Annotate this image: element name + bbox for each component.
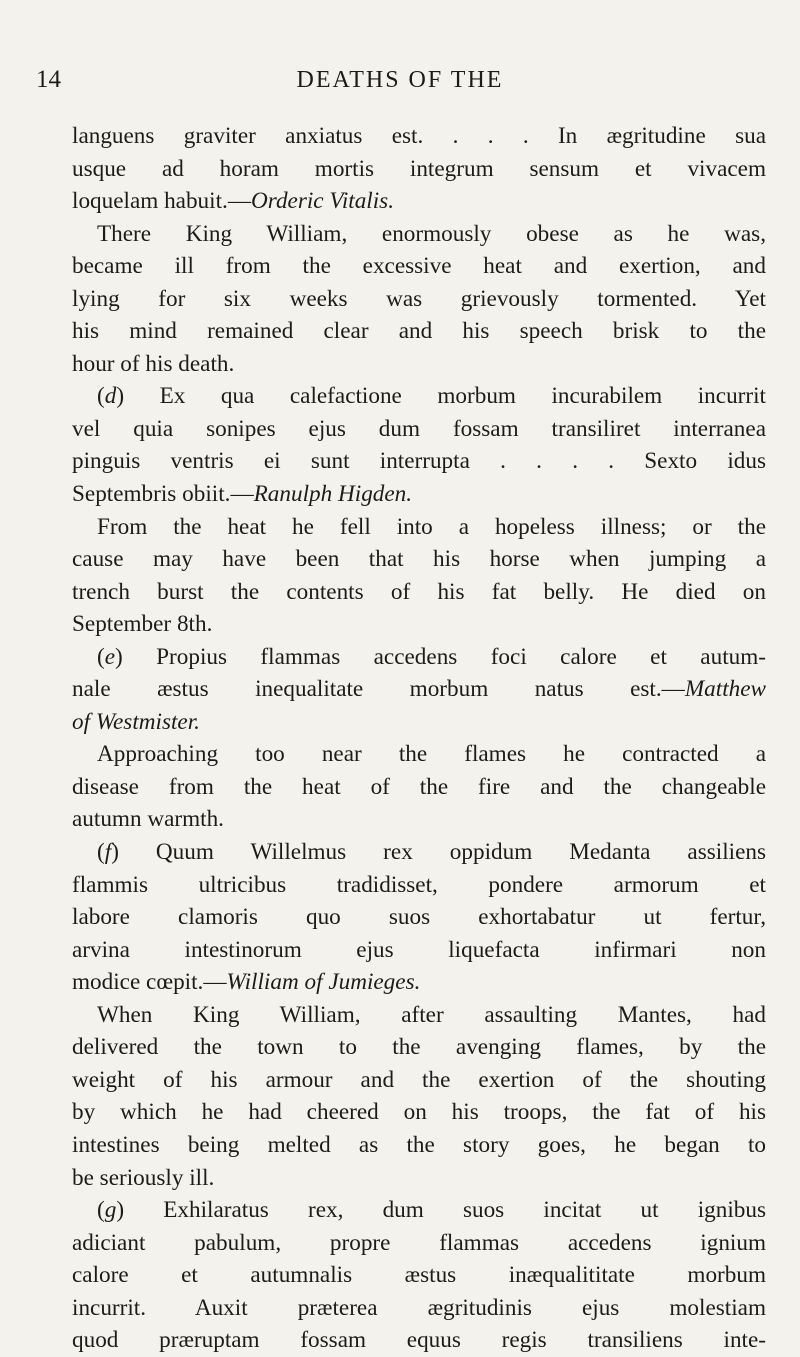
body-text <box>72 120 766 1357</box>
text-line <box>72 738 766 771</box>
text-segment: cause may have been that his horse when jumping a <box>72 546 766 573</box>
page-header <box>0 60 800 100</box>
text-line <box>72 1064 766 1097</box>
text-line <box>72 250 766 283</box>
text-line <box>72 283 766 316</box>
text-line <box>72 1162 766 1195</box>
text-line <box>72 966 766 999</box>
text-line <box>72 1259 766 1292</box>
text-segment: intestines being melted as the story goes, he began to <box>72 1131 766 1158</box>
text-segment: ) Propius flammas accedens foci calore et autum- <box>115 643 766 670</box>
text-line <box>72 413 766 446</box>
text-segment: delivered the town to the avenging flames, by the <box>72 1034 766 1061</box>
text-line <box>72 218 766 251</box>
italic-text: Orderic Vitalis. <box>251 188 395 215</box>
text-segment: ( <box>97 643 105 670</box>
text-segment: autumn warmth. <box>72 806 224 833</box>
text-line <box>72 543 766 576</box>
italic-text: d <box>104 383 117 410</box>
text-segment: Septembris obiit.— <box>72 481 254 508</box>
text-segment: arvina intestinorum ejus liquefacta infirmari non <box>72 936 766 963</box>
text-line <box>72 1227 766 1260</box>
italic-text: William of Jumieges. <box>226 969 421 996</box>
text-segment: weight of his armour and the exertion of the shouting <box>72 1066 766 1093</box>
text-segment: incurrit. Auxit præterea ægritudinis ejus molestiam <box>72 1294 766 1321</box>
text-line <box>72 1031 766 1064</box>
text-line <box>72 673 766 706</box>
italic-text: e <box>104 643 116 670</box>
text-line <box>72 803 766 836</box>
text-segment: became ill from the excessive heat and exertion, and <box>72 253 766 280</box>
text-line <box>72 445 766 478</box>
text-segment: his mind remained clear and his speech brisk to the <box>72 318 766 345</box>
text-line <box>72 478 766 511</box>
text-segment: September 8th. <box>72 611 213 638</box>
text-segment: ( <box>97 383 105 410</box>
text-segment: pinguis ventris ei sunt interrupta . . . . Sexto idus <box>72 448 766 475</box>
text-line <box>72 153 766 186</box>
text-segment: ) Ex qua calefactione morbum incurabilem incurrit <box>116 383 766 410</box>
text-line <box>72 1324 766 1357</box>
text-line <box>72 869 766 902</box>
italic-text: Matthew <box>684 676 766 703</box>
text-segment: Approaching too near the flames he contracted a <box>97 741 766 768</box>
text-segment: adiciant pabulum, propre flammas accedens ignium <box>72 1229 766 1256</box>
text-segment: languens graviter anxiatus est. . . . In ægritudine sua <box>72 123 766 149</box>
text-segment: usque ad horam mortis integrum sensum et vivacem <box>72 155 766 182</box>
text-segment: ( <box>97 1197 105 1224</box>
italic-text: of Westmister. <box>72 708 200 735</box>
text-segment: There King William, enormously obese as he was, <box>97 220 766 247</box>
text-segment: ) Exhilaratus rex, dum suos incitat ut ignibus <box>116 1197 766 1224</box>
text-line <box>72 706 766 739</box>
text-line <box>72 836 766 869</box>
text-segment: quod præruptam fossam equus regis transiliens inte- <box>72 1327 766 1354</box>
text-segment: labore clamoris quo suos exhortabatur ut fertur, <box>72 904 766 931</box>
text-line <box>72 185 766 218</box>
text-line <box>72 315 766 348</box>
text-line <box>72 1292 766 1325</box>
text-line <box>72 999 766 1032</box>
text-line <box>72 934 766 967</box>
italic-text: Ranulph Higden. <box>253 481 413 508</box>
italic-text: f <box>104 839 112 866</box>
text-line <box>72 120 766 153</box>
italic-text: g <box>104 1197 117 1224</box>
text-line <box>72 901 766 934</box>
text-line <box>72 641 766 674</box>
text-line <box>72 380 766 413</box>
text-line <box>72 511 766 544</box>
text-segment: trench burst the contents of his fat belly. He died on <box>72 578 766 605</box>
page-number: 14 <box>36 66 61 93</box>
text-segment: calore et autumnalis æstus inæqualititate morbum <box>72 1262 766 1289</box>
text-segment: be seriously ill. <box>72 1164 215 1191</box>
text-segment: nale æstus inequalitate morbum natus est.— <box>72 676 685 703</box>
text-line <box>72 1129 766 1162</box>
text-segment: From the heat he fell into a hopeless illness; or the <box>97 513 766 540</box>
text-line <box>72 1194 766 1227</box>
text-segment: ) Quum Willelmus rex oppidum Medanta assiliens <box>111 839 766 866</box>
text-segment: hour of his death. <box>72 350 235 377</box>
text-line <box>72 576 766 609</box>
text-segment: vel quia sonipes ejus dum fossam transiliret interranea <box>72 415 766 442</box>
running-head: DEATHS OF THE <box>296 67 504 93</box>
text-segment: disease from the heat of the fire and the changeable <box>72 773 766 800</box>
text-segment: When King William, after assaulting Mantes, had <box>97 1001 766 1028</box>
text-segment: by which he had cheered on his troops, the fat of his <box>72 1099 766 1126</box>
text-line <box>72 771 766 804</box>
text-line <box>72 348 766 381</box>
text-segment: modice cœpit.— <box>72 969 227 996</box>
text-segment: ( <box>97 839 105 866</box>
text-line <box>72 1096 766 1129</box>
text-segment: loquelam habuit.— <box>72 188 252 215</box>
text-segment: flammis ultricibus tradidisset, pondere armorum et <box>72 871 766 898</box>
text-line <box>72 608 766 641</box>
text-segment: lying for six weeks was grievously tormented. Yet <box>72 285 766 312</box>
